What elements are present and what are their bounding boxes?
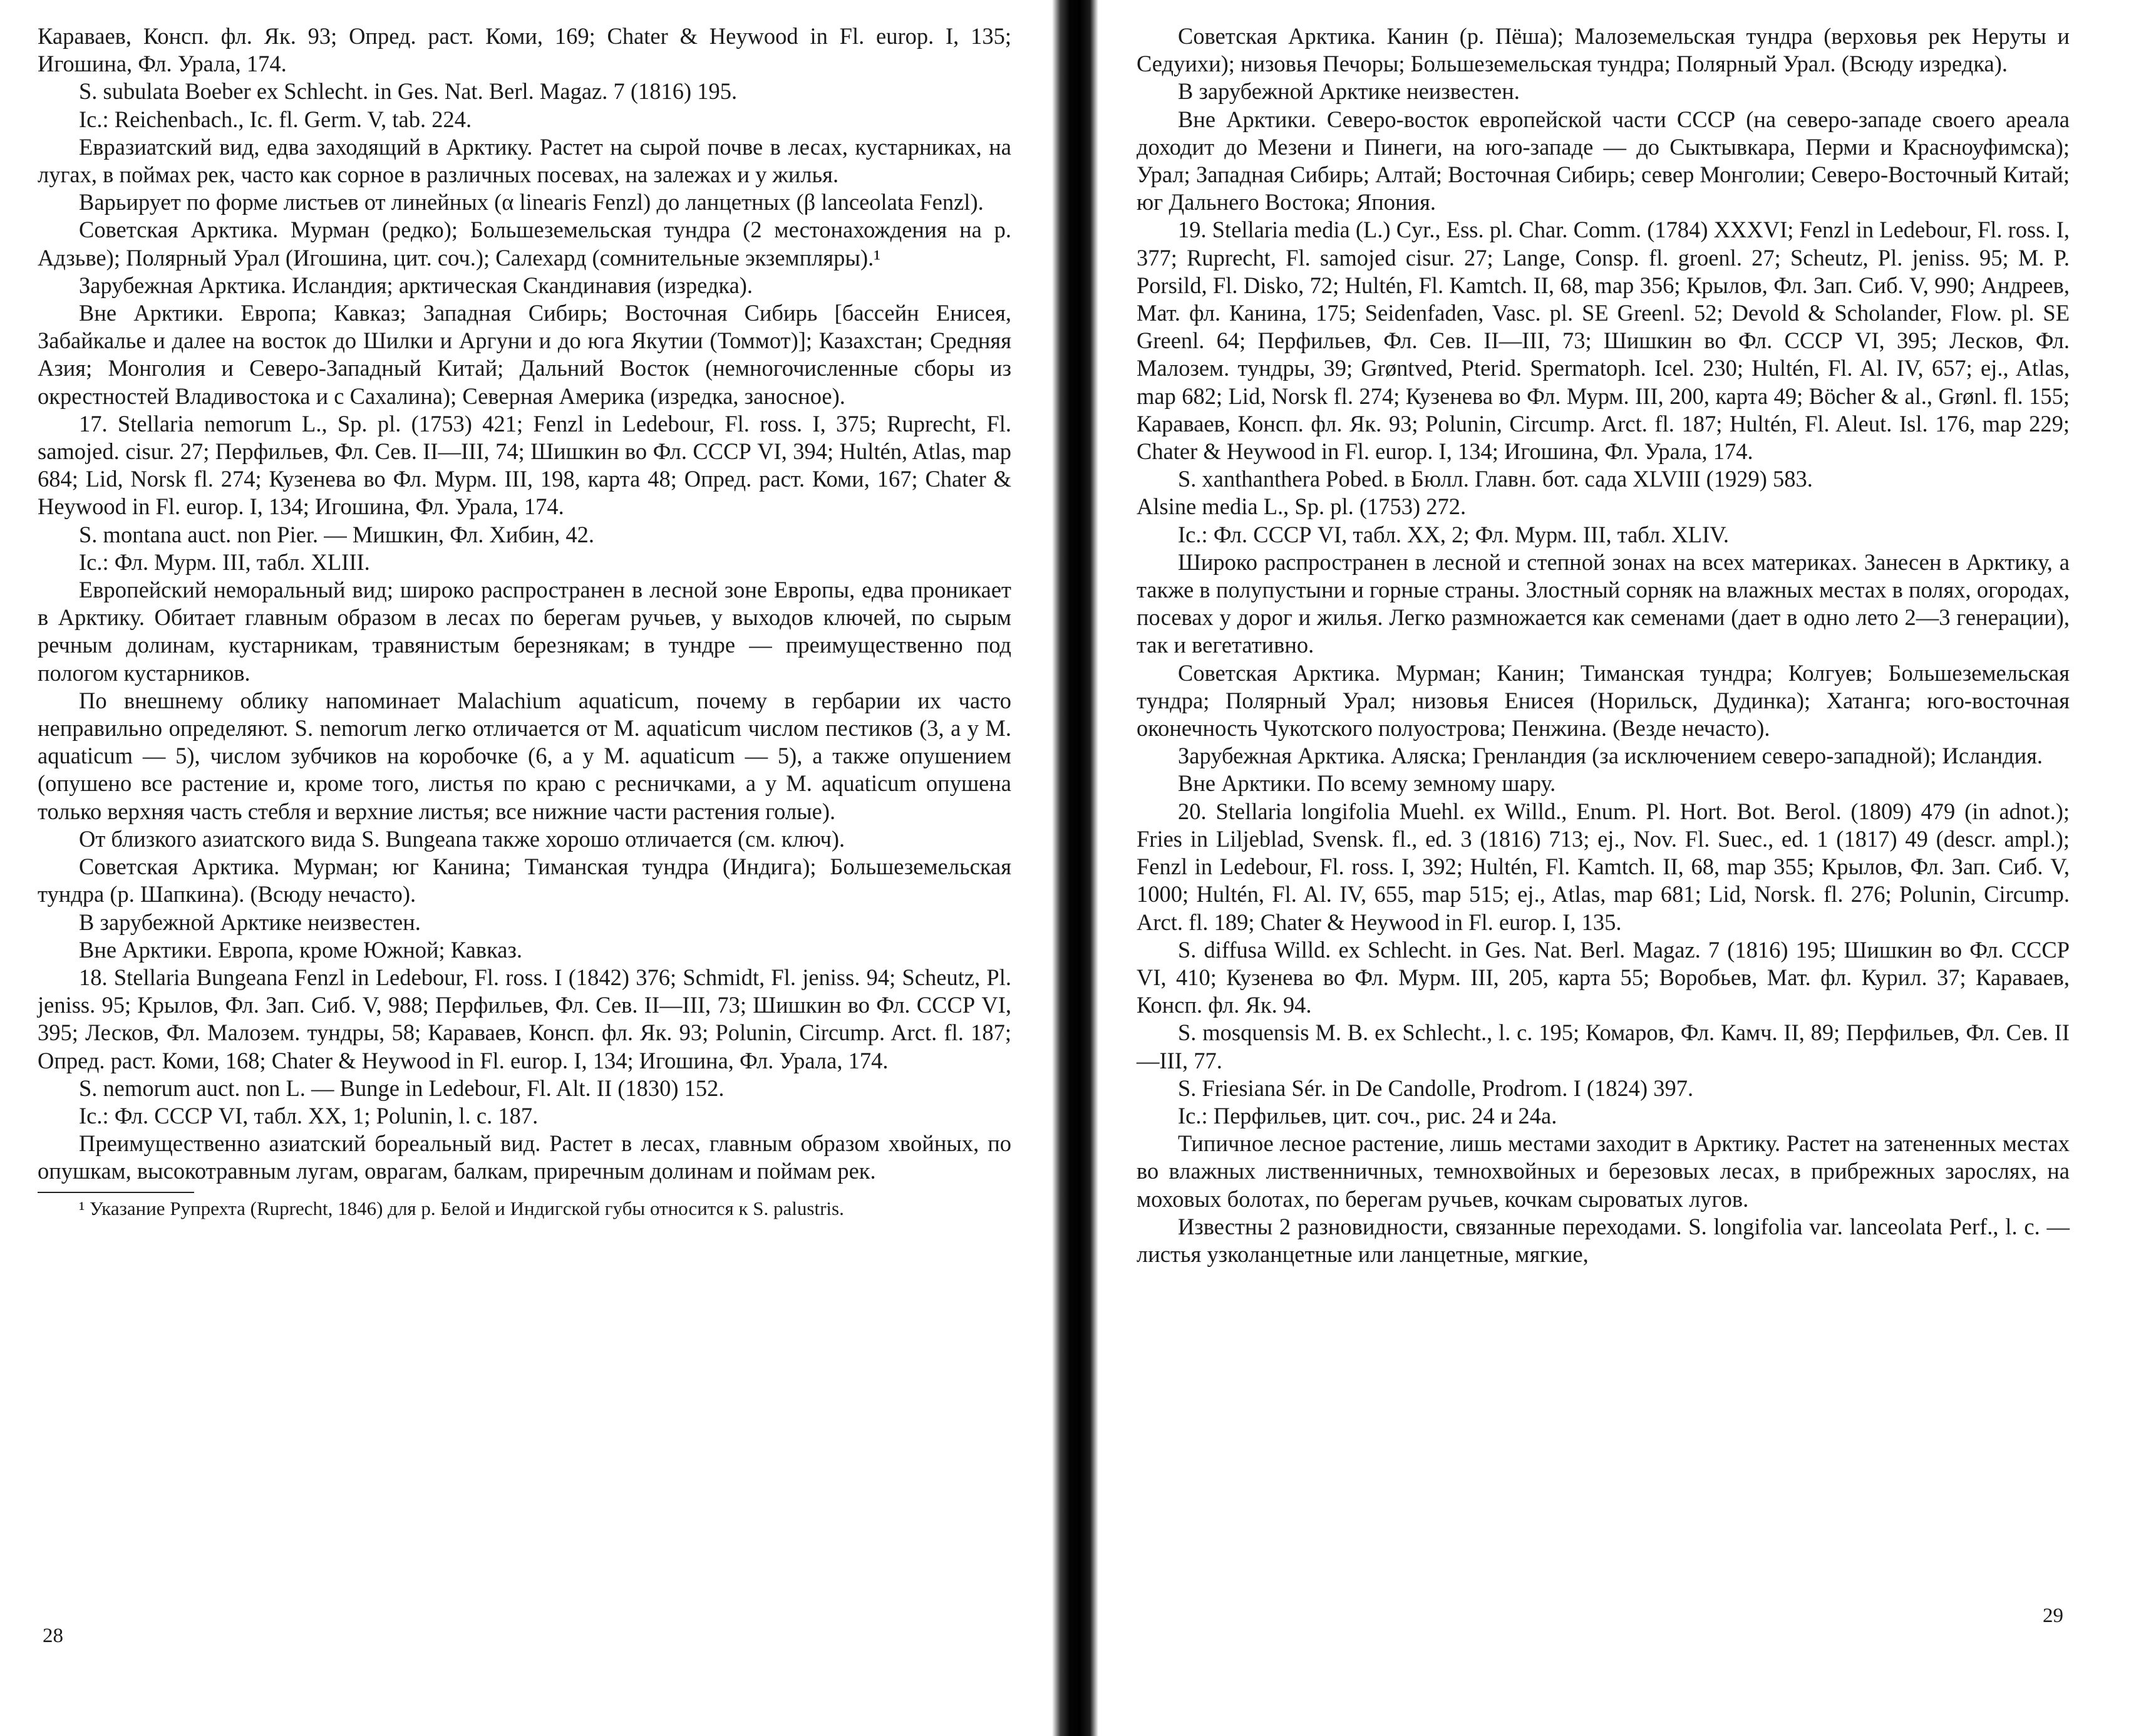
paragraph: S. subulata Boeber ex Schlecht. in Ges. Nat. Berl. Magaz. 7 (1816) 195. — [79, 78, 738, 105]
footnote-rule — [38, 1192, 194, 1193]
paragraph: Караваев, Консп. фл. Як. 93; Опред. раст. Коми, 169; Chater & Heywood in Fl. europ. I, 135; Игошина, Фл. Урала, 174. — [38, 23, 1011, 77]
paragraph: Ic.: Фл. СССР VI, табл. XX, 1; Polunin, l. c. 187. — [79, 1102, 539, 1129]
paragraph: S. diffusa Willd. ex Schlecht. in Ges. Nat. Berl. Magaz. 7 (1816) 195; Шишкин во Фл. СССР VI, 410; Кузенева во Фл. Мурм. III, 205, карта 55; Воробьев, Мат. фл. Курил. 37; Караваев, Консп. фл. Як. 94. — [1137, 936, 2070, 1018]
paragraph: В зарубежной Арктике неизвестен. — [1178, 78, 1520, 105]
paragraph: Евразиатский вид, едва заходящий в Арктику. Растет на сырой почве в лесах, кустарниках, на лугах, в поймах рек, часто как сорное в различных посевах, на залежах и у жилья. — [38, 133, 1011, 188]
paragraph: 17. Stellaria nemorum L., Sp. pl. (1753) 421; Fenzl in Ledebour, Fl. ross. I, 375; Ruprecht, Fl. samojed. cisur. 27; Перфильев, Фл. Сев. II—III, 74; Шишкин во Фл. СССР VI, 394; Hultén, Atlas, map 684; Lid, Norsk fl. 274; Кузенева во Фл. Мурм. III, 198, карта 48; Опред. раст. Коми, 167; Chater & Heywood in Fl. europ. I, 134; Игошина, Фл. Урала, 174. — [38, 410, 1011, 520]
paragraph: Советская Арктика. Канин (р. Пёша); Малоземельская тундра (верховья рек Неруты и Седуихи); низовья Печоры; Большеземельская тундра; Полярный Урал. (Всюду изредка). — [1137, 23, 2070, 77]
paragraph: 20. Stellaria longifolia Muehl. ex Willd., Enum. Pl. Hort. Bot. Berol. (1809) 479 (in adnot.); Fries in Liljeblad, Svensk. fl., ed. 3 (1816) 713; ej., Nov. Fl. Suec., ed. 1 (1817) 49 (descr. ampl.); Fenzl in Ledebour, Fl. ross. I, 392; Hultén, Fl. Kamtch. II, 68, map 355; Крылов, Фл. Зап. Сиб. V, 1000; Hultén, Fl. Al. IV, 655, map 515; ej., Atlas, map 681; Lid, Norsk. fl. 276; Polunin, Circump. Arct. fl. 189; Chater & Heywood in Fl. europ. I, 135. — [1137, 798, 2070, 935]
paragraph: 18. Stellaria Bungeana Fenzl in Ledebour, Fl. ross. I (1842) 376; Schmidt, Fl. jeniss. 94; Scheutz, Pl. jeniss. 95; Крылов, Фл. Зап. Сиб. V, 988; Перфильев, Фл. Сев. II—III, 73; Шишкин во Фл. СССР VI, 395; Лесков, Фл. Малозем. тундры, 58; Караваев, Консп. фл. Як. 93; Polunin, Circump. Arct. fl. 187; Опред. раст. Коми, 168; Chater & Heywood in Fl. europ. I, 134; Игошина, Фл. Урала, 174. — [38, 964, 1011, 1073]
paragraph: S. Friesiana Sér. in De Candolle, Prodrom. I (1824) 397. — [1178, 1075, 1694, 1101]
paragraph: По внешнему облику напоминает Malachium aquaticum, почему в гербарии их часто неправильно определяют. S. nemorum легко отличается от M. aquaticum числом пестиков (3, а у M. aquaticum — 5), числом зубчиков на коробочке (6, а у M. aquaticum — 5), а также опушением (опушено все растение и, кроме того, листья по краю с ресничками, а у M. aquaticum опушена только верхняя часть стебля и верхние листья; все нижние части растения голые). — [38, 687, 1011, 824]
paragraph: Ic.: Фл. СССР VI, табл. XX, 2; Фл. Мурм. III, табл. XLIV. — [1178, 521, 1730, 547]
page-number-left: 28 — [43, 1625, 63, 1647]
paragraph: В зарубежной Арктике неизвестен. — [79, 909, 421, 935]
page-number-right: 29 — [2043, 1604, 2063, 1627]
paragraph: S. mosquensis M. B. ex Schlecht., l. c. 195; Комаров, Фл. Камч. II, 89; Перфильев, Фл. Сев. II—III, 77. — [1137, 1020, 2070, 1073]
paragraph: Ic.: Фл. Мурм. III, табл. XLIII. — [79, 549, 370, 575]
paragraph: Вне Арктики. Европа, кроме Южной; Кавказ. — [79, 936, 523, 963]
paragraph: Преимущественно азиатский бореальный вид. Растет в лесах, главным образом хвойных, по опушкам, высокотравным лугам, оврагам, балкам, приречным долинам и поймам рек. — [38, 1130, 1011, 1184]
paragraph: Широко распространен в лесной и степной зонах на всех материках. Занесен в Арктику, а также в полупустыни и горные страны. Злостный сорняк на влажных местах в полях, огородах, посевах у дорог и жилья. Легко размножается как семенами (дает в одно лето 2—3 генерации), так и вегетативно. — [1137, 549, 2070, 658]
paragraph: Ic.: Reichenbach., Ic. fl. Germ. V, tab. 224. — [79, 106, 472, 132]
paragraph: От близкого азиатского вида S. Bungeana также хорошо отличается (см. ключ). — [79, 825, 845, 852]
right-page — [1137, 23, 2070, 1268]
left-page — [38, 23, 1011, 1221]
paragraph: Вне Арктики. Северо-восток европейской части СССР (на северо-западе своего ареала доходит до Мезени и Пинеги, на юго-западе — до Сыктывкара, Перми и Красноуфимска); Урал; Западная Сибирь; Алтай; Восточная Сибирь; север Монголии; Северо-Восточный Китай; юг Дальнего Востока; Япония. — [1137, 106, 2070, 215]
paragraph: Ic.: Перфильев, цит. соч., рис. 24 и 24a. — [1178, 1102, 1557, 1129]
paragraph: Alsine media L., Sp. pl. (1753) 272. — [1137, 493, 1467, 520]
book-gutter — [1052, 0, 1098, 1736]
paragraph: Вне Арктики. Европа; Кавказ; Западная Сибирь; Восточная Сибирь [бассейн Енисея, Забайкалье и далее на восток до Шилки и Аргуни и до юга Якутии (Томмот)]; Казахстан; Средняя Азия; Монголия и Северо-Западный Китай; Дальний Восток (немногочисленные сборы из окрестностей Владивостока и с Сахалина); Северная Америка (изредка, заносное). — [38, 300, 1011, 409]
paragraph: Зарубежная Арктика. Аляска; Гренландия (за исключением северо-западной); Исландия. — [1178, 743, 2043, 769]
paragraph: Советская Арктика. Мурман; юг Канина; Тиманская тундра (Индига); Большеземельская тундра (р. Шапкина). (Всюду нечасто). — [38, 854, 1011, 907]
paragraph: S. xanthanthera Pobed. в Бюлл. Главн. бот. сада XLVIII (1929) 583. — [1178, 466, 1813, 492]
paragraph: Вне Арктики. По всему земному шару. — [1178, 770, 1556, 797]
paragraph: Типичное лесное растение, лишь местами заходит в Арктику. Растет на затененных местах во влажных лиственничных, темнохвойных и березовых лесах, в прибрежных зарослях, на моховых болотах, по берегам ручьев, кочкам сыроватых лугов. — [1137, 1130, 2070, 1212]
paragraph: S. montana auct. non Pier. — Мишкин, Фл. Хибин, 42. — [79, 521, 594, 547]
paragraph: Советская Арктика. Мурман; Канин; Тиманская тундра; Колгуев; Большеземельская тундра; Полярный Урал; низовья Енисея (Норильск, Дудинка); Хатанга; юго-восточная оконечность Чукотского полуострова; Пенжина. (Везде нечасто). — [1137, 659, 2070, 741]
paragraph: Варьирует по форме листьев от линейных (α linearis Fenzl) до ланцетных (β lanceolata Fenzl). — [79, 189, 984, 215]
paragraph: Советская Арктика. Мурман (редко); Большеземельская тундра (2 местонахождения на р. Адзьве); Полярный Урал (Игошина, цит. соч.); Салехард (сомнительные экземпляры).¹ — [38, 217, 1011, 271]
footnote: ¹ Указание Рупрехта (Ruprecht, 1846) для р. Белой и Индигской губы относится к S. palustris. — [79, 1197, 844, 1219]
paragraph: Известны 2 разновидности, связанные переходами. S. longifolia var. lanceolata Perf., l. c. — листья узколанцетные или ланцетные, мягкие, — [1137, 1213, 2070, 1267]
paragraph: 19. Stellaria media (L.) Cyr., Ess. pl. Char. Comm. (1784) XXXVI; Fenzl in Ledebour, Fl. ross. I, 377; Ruprecht, Fl. samojed cisur. 27; Lange, Consp. fl. groenl. 27; Scheutz, Pl. jeniss. 95; M. P. Porsild, Fl. Disko, 72; Hultén, Fl. Kamtch. II, 68, map 356; Крылов, Фл. Зап. Сиб. V, 990; Андреев, Мат. фл. Канина, 175; Seidenfaden, Vasc. pl. SE Greenl. 52; Devold & Scholander, Flow. pl. SE Greenl. 64; Перфильев, Фл. Сев. II—III, 73; Шишкин во Фл. СССР VI, 395; Лесков, Фл. Малозем. тундры, 39; Grøntved, Pterid. Spermatoph. Icel. 230; Hultén, Fl. Al. IV, 657; ej., Atlas, map 682; Lid, Norsk fl. 274; Кузенева во Фл. Мурм. III, 200, карта 49; Böcher & al., Grønl. fl. 155; Караваев, Консп. фл. Як. 93; Polunin, Circump. Arct. fl. 187; Hultén, Fl. Aleut. Isl. 176, map 229; Chater & Heywood in Fl. europ. I, 134; Игошина, Фл. Урала, 174. — [1137, 217, 2070, 465]
paragraph: S. nemorum auct. non L. — Bunge in Ledebour, Fl. Alt. II (1830) 152. — [79, 1075, 725, 1101]
paragraph: Зарубежная Арктика. Исландия; арктическая Скандинавия (изредка). — [79, 272, 753, 298]
paragraph: Европейский неморальный вид; широко распространен в лесной зоне Европы, едва проникает в Арктику. Обитает главным образом в лесах по берегам ручьев, у выходов ключей, по сырым речным долинам, кустарникам, травянистым березнякам; в тундре — преимущественно под пологом кустарников. — [38, 577, 1011, 686]
